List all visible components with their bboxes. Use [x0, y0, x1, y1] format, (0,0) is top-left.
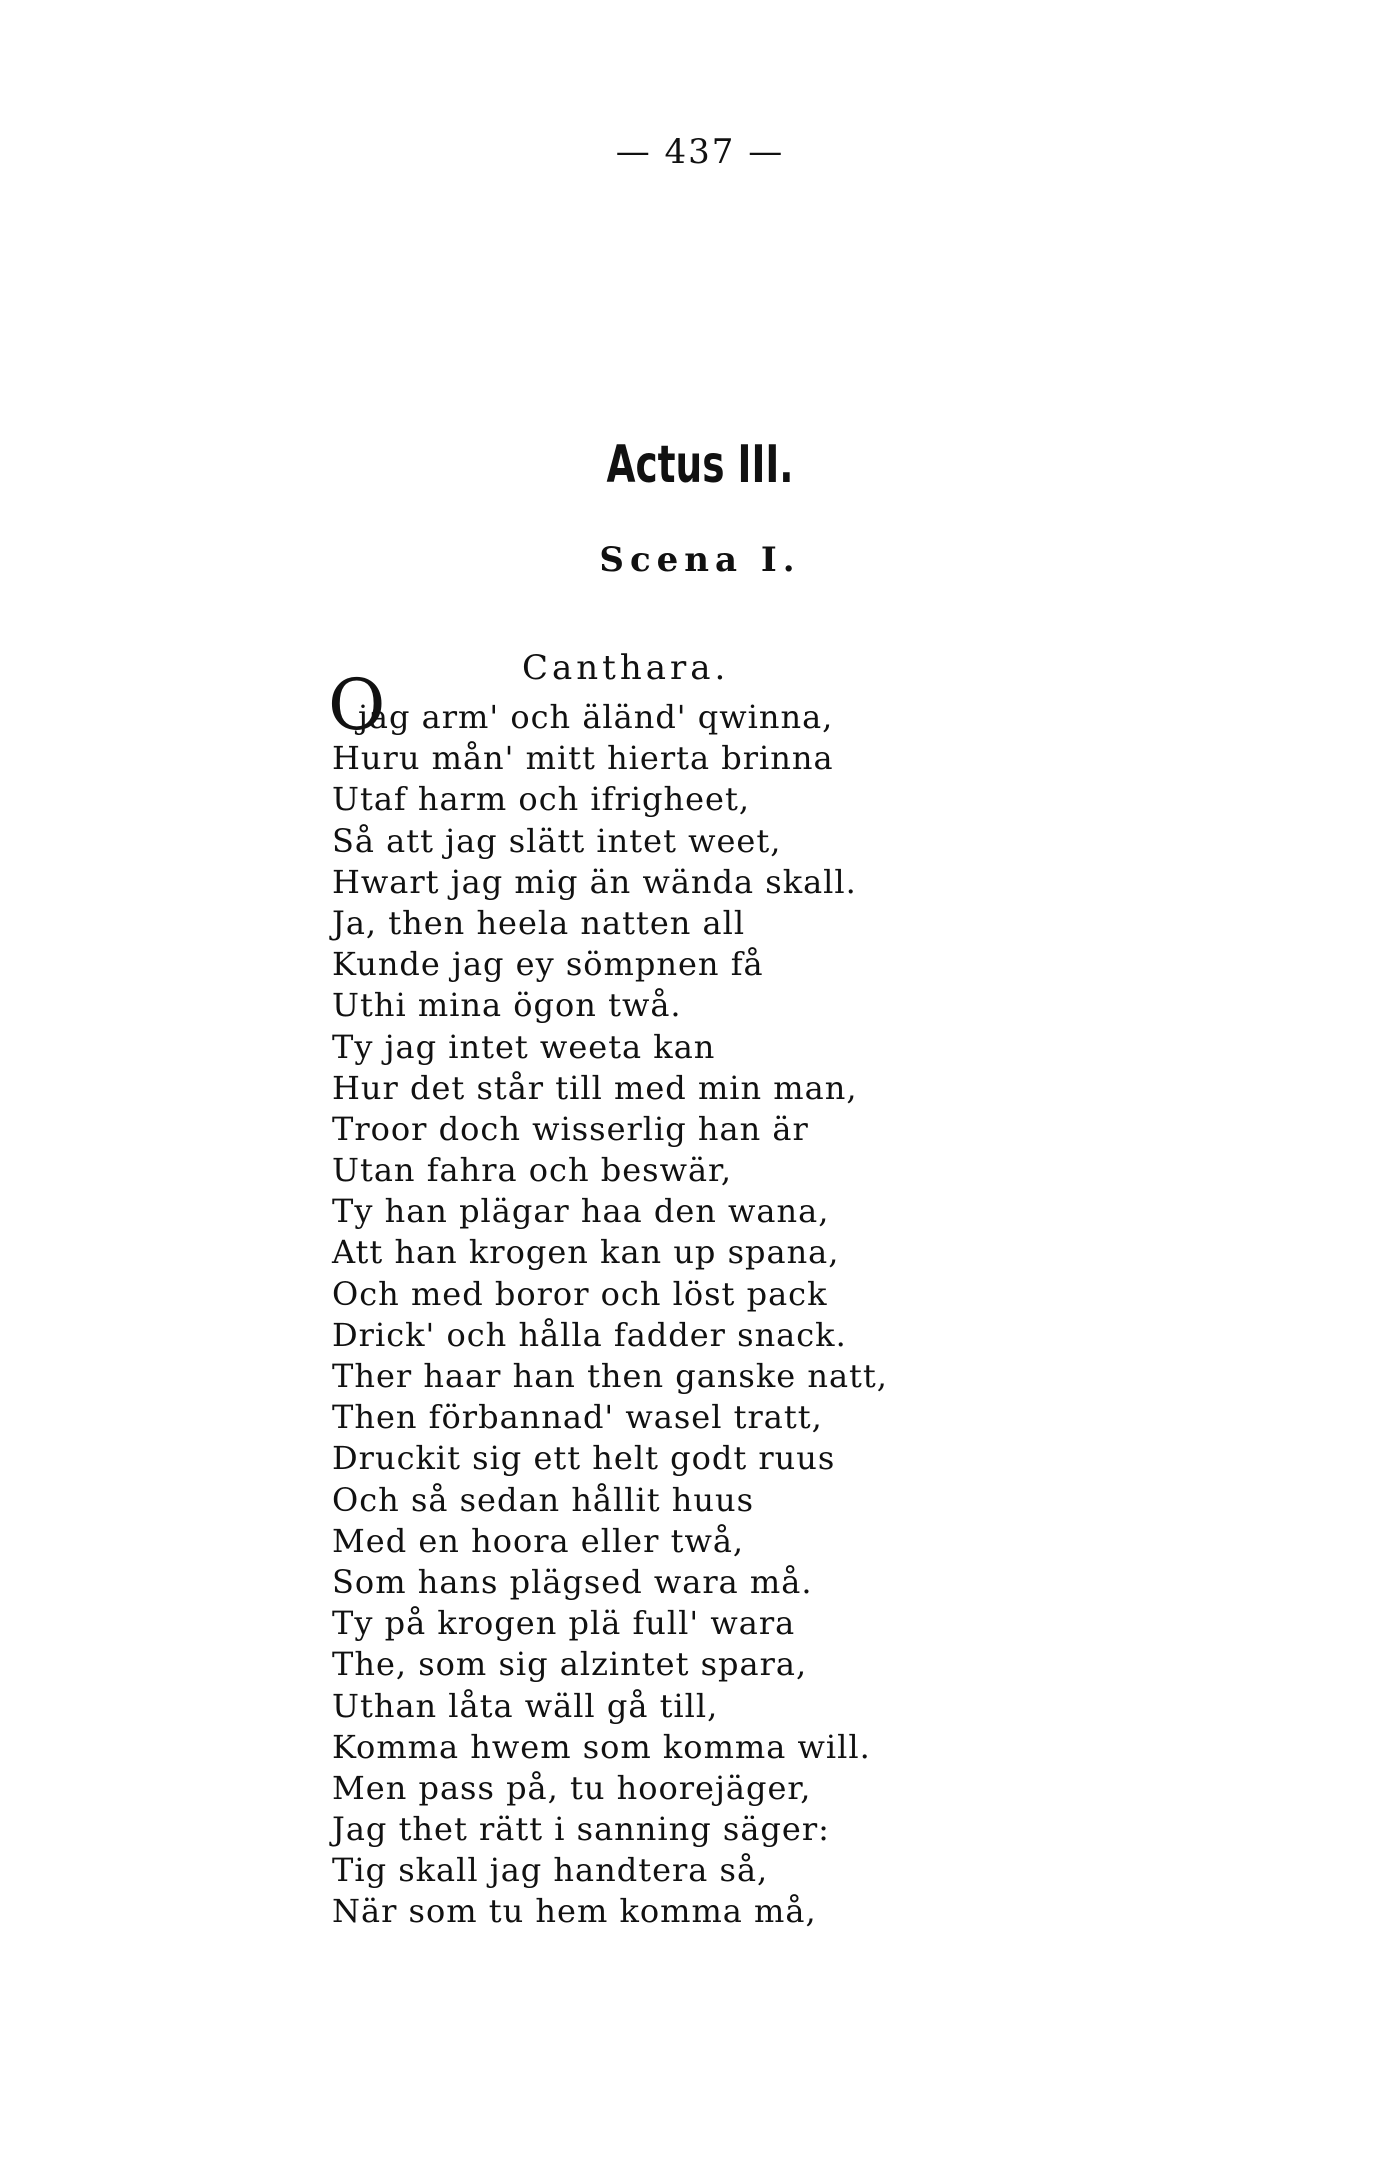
verse-line: Troor doch wisserlig han är [332, 1109, 809, 1148]
verse-line: När som tu hem komma må, [332, 1892, 817, 1931]
verse-line: Med en hoora eller twå, [332, 1521, 745, 1560]
verse-line: Men pass på, tu hoorejäger, [332, 1768, 812, 1807]
verse-line: Ther haar han then ganske natt, [332, 1357, 888, 1395]
act-title: Actus III. [606, 435, 794, 495]
verse-line: Och med boror och löst pack [332, 1274, 828, 1313]
speaker-name: Canthara. [522, 648, 730, 688]
scene-title: Scena I. [599, 540, 801, 580]
verse-line: Druckit sig ett helt godt ruus [332, 1439, 836, 1478]
verse-line: Att han krogen kan up spana, [332, 1233, 840, 1272]
verse-line: Uthi mina ögon twå. [332, 986, 682, 1025]
verse-line: Komma hwem som komma will. [332, 1727, 871, 1766]
verse-line: Drick' och hålla fadder snack. [332, 1315, 847, 1354]
verse-line: Kunde jag ey sömpnen få [332, 945, 764, 984]
verse-line: Huru mån' mitt hierta brinna [332, 739, 834, 778]
verse-line: Ty på krogen plä full' wara [332, 1604, 796, 1643]
verse-line: Ty han plägar haa den wana, [332, 1192, 830, 1231]
verse-line: Hur det står till med min man, [332, 1068, 858, 1107]
verse-line: Som hans plägsed wara må. [332, 1562, 813, 1601]
verse-line: jag arm' och äländ' qwinna, [358, 698, 834, 736]
verse-line: Hwart jag mig än wända skall. [332, 862, 857, 901]
verse-line: Uthan låta wäll gå till, [332, 1686, 719, 1725]
page-number: — 437 — [615, 132, 785, 172]
verse-line: Utaf harm och ifrigheet, [332, 780, 750, 819]
verse-line: Och så sedan hållit huus [332, 1480, 754, 1519]
verse-line: Så att jag slätt intet weet, [332, 821, 782, 860]
drop-cap: O [328, 664, 386, 746]
verse-line: Jag thet rätt i sanning säger: [332, 1810, 830, 1849]
verse-line: Utan fahra och beswär, [332, 1151, 732, 1190]
verse-line: Then förbannad' wasel tratt, [332, 1398, 823, 1437]
verse-line: The, som sig alzintet spara, [332, 1645, 808, 1684]
verse-line: Tig skall jag handtera så, [332, 1851, 769, 1890]
verse-line: Ty jag intet weeta kan [332, 1027, 716, 1066]
verse-block [332, 697, 888, 1933]
verse-line: Ja, then heela natten all [332, 903, 746, 942]
